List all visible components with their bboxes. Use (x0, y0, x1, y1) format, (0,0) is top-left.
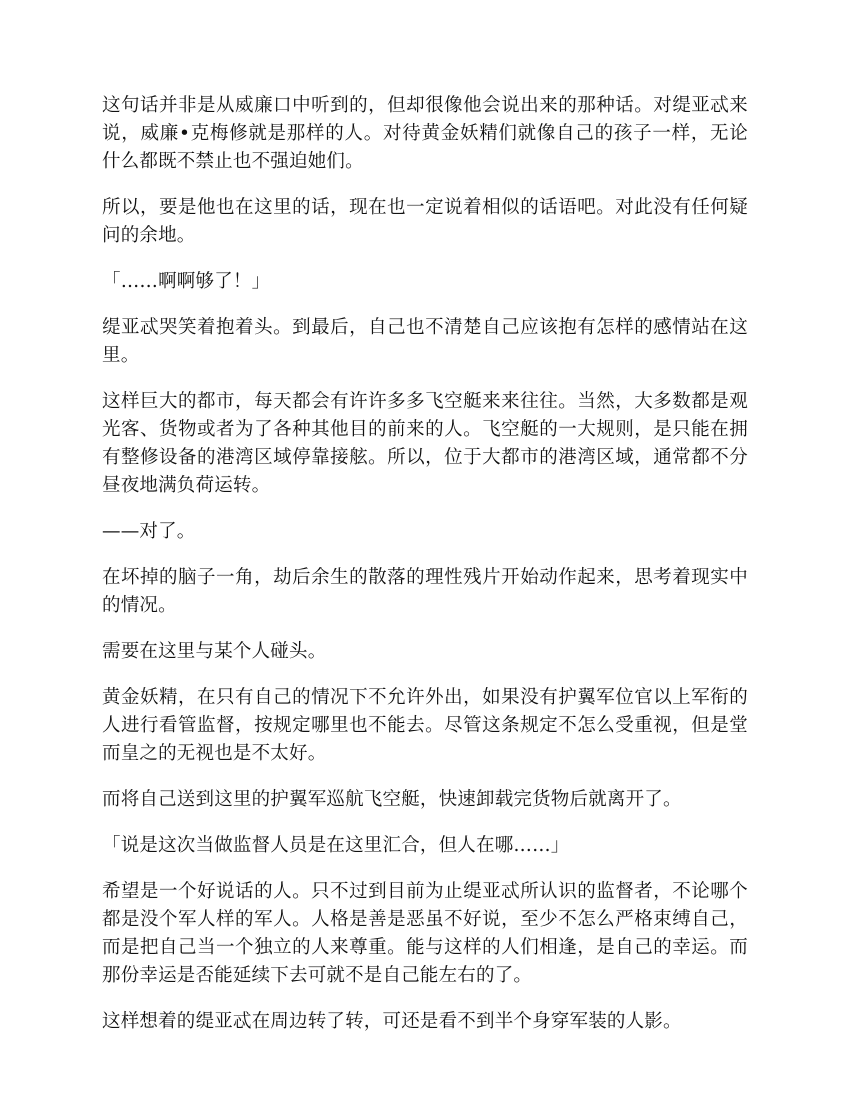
paragraph-2: 所以，要是他也在这里的话，现在也一定说着相似的话语吧。对此没有任何疑问的余地。 (102, 197, 748, 246)
paragraph-4: 缇亚忒哭笑着抱着头。到最后，自己也不清楚自己应该抱有怎样的感情站在这里。 (102, 317, 748, 366)
document-page (102, 92, 748, 1054)
paragraph-12: 希望是一个好说话的人。只不过到目前为止缇亚忒所认识的监督者，不论哪个都是没个军人样的军人。人格是善是恶虽不好说，至少不怎么严格束缚自己，而是把自己当一个独立的人来尊重。能与这样的人们相逢，是自己的幸运。而那份幸运是否能延续下去可就不是自己能左右的了。 (102, 881, 748, 986)
paragraph-1: 这句话并非是从威廉口中听到的，但却很像他会说出来的那种话。对缇亚忒来说，威廉•克梅修就是那样的人。对待黄金妖精们就像自己的孩子一样，无论什么都既不禁止也不强迫她们。 (102, 95, 748, 172)
paragraph-6: ——对了。 (102, 521, 196, 542)
paragraph-13: 这样想着的缇亚忒在周边转了转，可还是看不到半个身穿军装的人影。 (102, 1011, 682, 1032)
paragraph-9: 黄金妖精，在只有自己的情况下不允许外出，如果没有护翼军位官以上军衔的人进行看管监督，按规定哪里也不能去。尽管这条规定不怎么受重视，但是堂而皇之的无视也是不太好。 (102, 687, 748, 764)
paragraph-7: 在坏掉的脑子一角，劫后余生的散落的理性残片开始动作起来，思考着现实中的情况。 (102, 567, 748, 616)
paragraph-5: 这样巨大的都市，每天都会有许许多多飞空艇来来往往。当然，大多数都是观光客、货物或者为了各种其他目的前来的人。飞空艇的一大规则，是只能在拥有整修设备的港湾区域停靠接舷。所以，位于大都市的港湾区域，通常都不分昼夜地满负荷运转。 (102, 391, 748, 496)
paragraph-3: 「……啊啊够了！」 (102, 271, 271, 292)
paragraph-10: 而将自己送到这里的护翼军巡航飞空艇，快速卸载完货物后就离开了。 (102, 789, 682, 810)
paragraph-11: 「说是这次当做监督人员是在这里汇合，但人在哪……」 (102, 835, 570, 856)
paragraph-8: 需要在这里与某个人碰头。 (102, 641, 327, 662)
